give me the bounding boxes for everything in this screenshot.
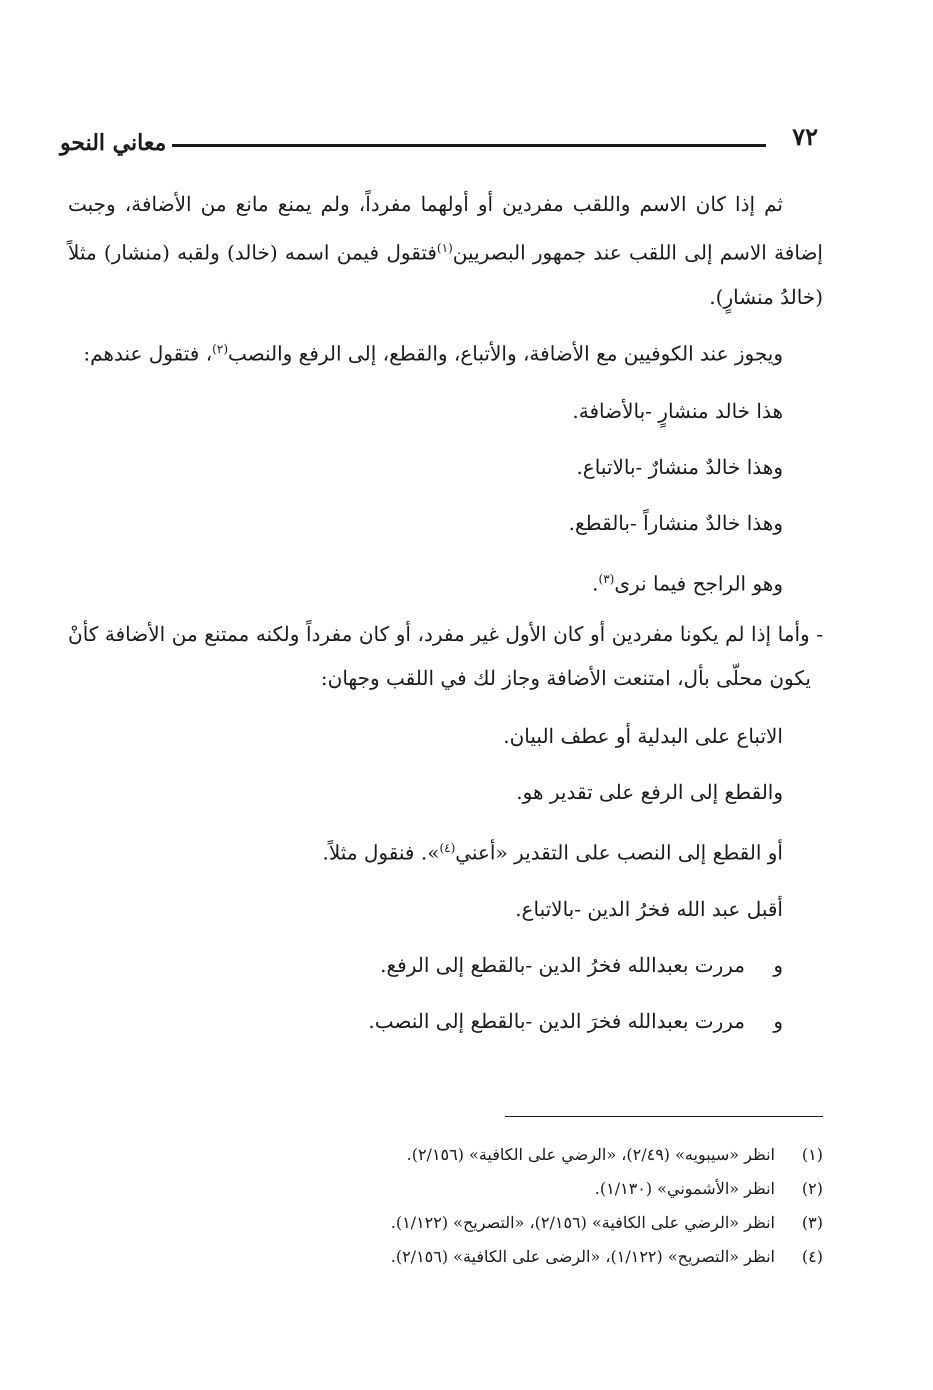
paragraph-1: ثم إذا كان الاسم واللقب مفردين أو أولهما مفرداً، ولم يمنع مانع من الأضافة، وجبت إضافة الاسم إلى اللقب عند جمهور البصريين$^{(١)}$فتقول فيمن اسمه (خالد) ولقبه (منشار) مثلاً (خالدُ منشارٍ). (68, 192, 823, 309)
book-title: معاني النحو (60, 130, 167, 156)
example-line-7: أو القطع إلى النصب على التقدير «أعني$^{(٤)}$». فنقول مثلاً. (322, 840, 783, 865)
footnote-separator (505, 1116, 823, 1117)
footnote-2: (٢)انظر «الأشموني» (١/١٣٠). (594, 1179, 823, 1198)
footnote-ref-3: (٣) (598, 572, 615, 587)
paragraph-2: ويجوز عند الكوفيين مع الأضافة، والأتباع، والقطع، إلى الرفع والنصب$^{(٢)}$، فتقول عندهم: (83, 341, 783, 366)
example-line-4: وهو الراجح فيما نرى$^{(٣)}$. (592, 571, 783, 596)
footnote-4: (٤)انظر «التصريح» (١/١٢٢)، «الرضى على الكافية» (٢/١٥٦). (390, 1247, 823, 1266)
example-line-1: هذا خالد منشارٍ -بالأضافة. (572, 399, 783, 424)
header-rule (172, 144, 766, 147)
footnote-3: (٣)انظر «الرضي على الكافية» (٢/١٥٦)، «التصريح» (١/١٢٢). (390, 1213, 823, 1232)
example-line-8: أقبل عبد الله فخرُ الدين -بالاتباع. (515, 896, 783, 921)
footnote-ref-1: (١) (436, 241, 453, 255)
page-header (60, 120, 826, 160)
page-number: ٧٢ (792, 122, 818, 151)
example-line-10: ومررت بعبدالله فخرَ الدين -بالقطع إلى النصب. (368, 1008, 783, 1033)
example-line-5: الاتباع على البدلية أو عطف البيان. (503, 723, 783, 748)
footnotes (80, 1138, 823, 1274)
example-line-6: والقطع إلى الرفع على تقدير هو. (516, 779, 783, 804)
example-line-2: وهذا خالدٌ منشارٌ -بالاتباع. (576, 455, 783, 480)
footnote-1: (١)انظر «سيبويه» (٢/٤٩)، «الرضي على الكافية» (٢/١٥٦). (406, 1145, 823, 1164)
footnote-ref-4: (٤) (439, 840, 456, 855)
footnote-ref-2: (٢) (212, 341, 228, 356)
paragraph-3: - وأما إذا لم يكونا مفردين أو كان الأول غير مفرد، أو كان مفرداً ولكنه ممتنع من الأضافة كأنْ يكون محلّى بأل، امتنعت الأضافة وجاز لك في اللقب وجهان: (68, 621, 823, 690)
example-line-3: وهذا خالدٌ منشاراً -بالقطع. (568, 511, 783, 536)
body-text (68, 182, 823, 1049)
example-line-9: ومررت بعبدالله فخرُ الدين -بالقطع إلى الرفع. (380, 952, 783, 977)
